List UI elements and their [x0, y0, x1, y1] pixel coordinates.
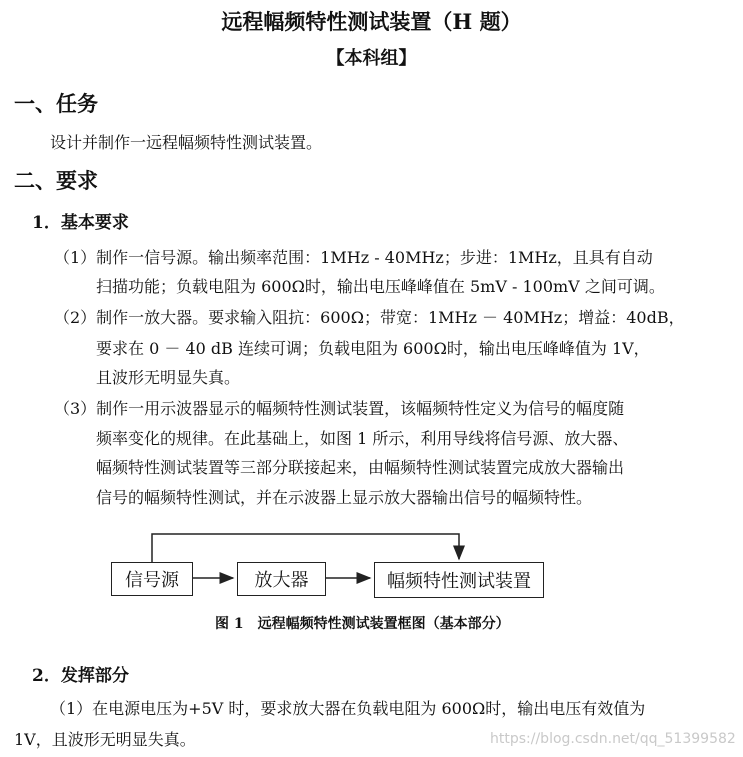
basic-item3-line4: 信号的幅频特性测试，并在示波器上显示放大器输出信号的幅频特性。	[96, 488, 593, 507]
extended-item1-line1: （1）在电源电压为+5V 时，要求放大器在负载电阻为 600Ω时，输出电压有效值为	[50, 699, 646, 718]
box-amplifier	[237, 562, 326, 596]
document-title: 远程幅频特性测试装置（H 题）	[221, 9, 522, 34]
basic-item2-line2: 要求在 0 － 40 dB 连续可调；负载电阻为 600Ω时，输出电压峰峰值为 1V，	[96, 339, 650, 358]
extended-item1-line2: 1V，且波形无明显失真。	[14, 730, 196, 749]
document-subtitle: 【本科组】	[326, 48, 417, 69]
box-signal-source	[111, 562, 193, 596]
box-frequency-response-tester	[374, 562, 544, 598]
basic-item1-line2: 扫描功能；负载电阻为 600Ω时，输出电压峰峰值在 5mV - 100mV 之间可调。	[96, 277, 665, 296]
subheading-basic-requirements: 1．基本要求	[32, 213, 129, 233]
basic-item2-line1: （2）制作一放大器。要求输入阻抗：600Ω；带宽：1MHz － 40MHz；增益：40dB，	[54, 308, 685, 327]
figure-caption: 图 1 远程幅频特性测试装置框图（基本部分）	[215, 616, 510, 632]
task-description: 设计并制作一远程幅频特性测试装置。	[50, 133, 323, 152]
watermark-url: https://blog.csdn.net/qq_51399582	[490, 731, 736, 747]
basic-item1-line1: （1）制作一信号源。输出频率范围：1MHz - 40MHz；步进：1MHz，且具有自动	[54, 248, 653, 267]
section-heading-task: 一、任务	[14, 92, 98, 116]
box-amplifier-label: 放大器	[254, 570, 309, 591]
basic-item2-line3: 且波形无明显失真。	[96, 368, 241, 387]
box-signal-source-label: 信号源	[125, 570, 179, 591]
box-tester-label: 幅频特性测试装置	[387, 571, 531, 592]
feedback-arrow	[152, 534, 459, 562]
basic-item3-line2: 频率变化的规律。在此基础上，如图 1 所示，利用导线将信号源、放大器、	[96, 429, 629, 448]
section-heading-requirements: 二、要求	[14, 169, 98, 193]
basic-item3-line1: （3）制作一用示波器显示的幅频特性测试装置，该幅频特性定义为信号的幅度随	[54, 399, 625, 418]
basic-item3-line3: 幅频特性测试装置等三部分联接起来，由幅频特性测试装置完成放大器输出	[96, 458, 625, 477]
subheading-extended-part: 2．发挥部分	[32, 666, 129, 686]
